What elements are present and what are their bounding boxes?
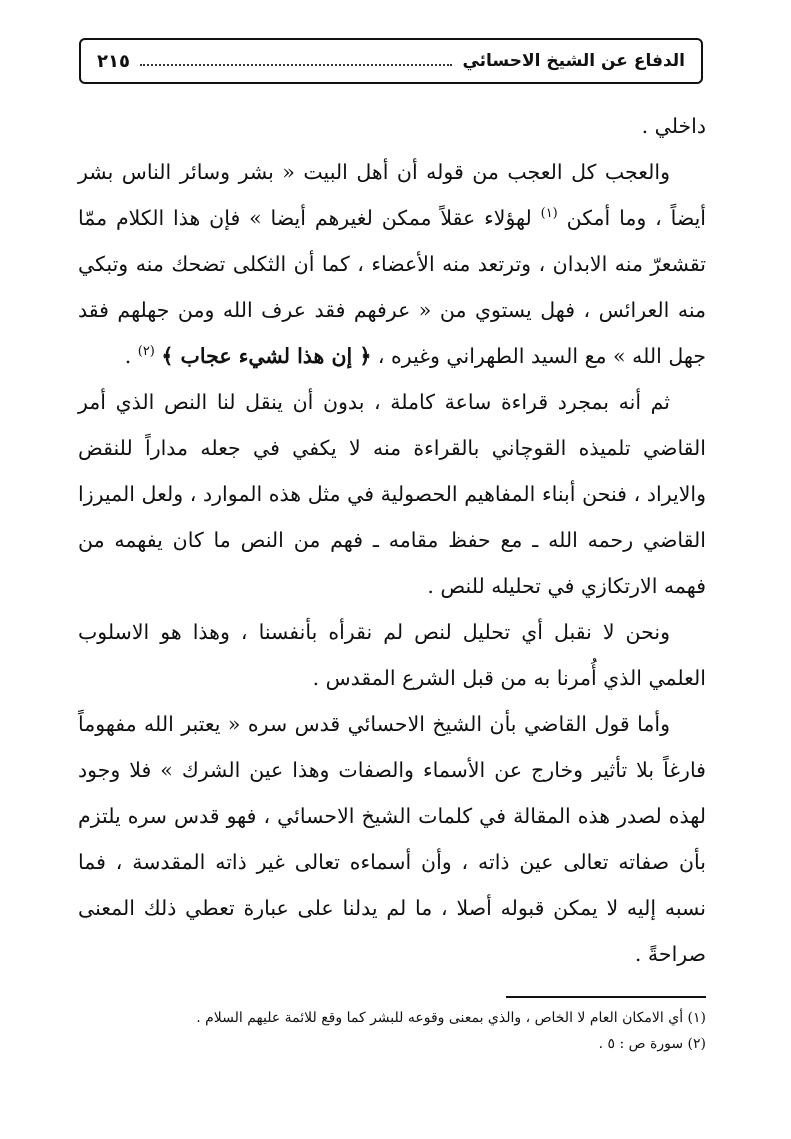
footnote: (٢) سورة ص : ٥ . bbox=[598, 1036, 706, 1052]
text-run: لهؤلاء عقلاً ممكن لغيرهم أيضا » فإن هذا الكلام ممّا تقشعرّ منه الابدان ، وترتعد منه الأعضاء ، كما أن الثكلى تضحك منه وتبكي منه العرائس ، فهل يستوي من « عرفهم فقد عرف الله ومن جهلهم فقد جهل الله » مع السيد الطهراني وغيره ، bbox=[78, 206, 706, 368]
paragraph bbox=[78, 149, 706, 379]
footnotes bbox=[78, 1005, 706, 1057]
text-run: والعجب كل العجب من قوله أن أهل البيت « بشر وسائر الناس بشر أيضاً ، وما أمكن bbox=[78, 160, 707, 230]
footnote-ref: (١) bbox=[540, 206, 558, 222]
footnote: (١) أي الامكان العام لا الخاص ، والذي بمعنى وقوعه للبشر كما وقع للائمة عليهم السلام . bbox=[196, 1010, 706, 1026]
body-text bbox=[78, 103, 706, 977]
running-header bbox=[79, 38, 703, 84]
header-title: الدفاع عن الشيخ الاحسائي bbox=[462, 51, 685, 71]
quran-quote: ﴿ إن هذا لشيء عجاب ﴾ bbox=[161, 344, 372, 368]
text-run: . bbox=[124, 344, 138, 368]
header-leader-dots bbox=[140, 64, 453, 66]
paragraph: ثم أنه بمجرد قراءة ساعة كاملة ، بدون أن ينقل لنا النص الذي أمر القاضي تلميذه القوچاني بالقراءة منه لا يكفي في جعله مداراً للنقض والايراد ، فنحن أبناء المفاهيم الحصولية في مثل هذه الموارد ، ولعل الميرزا القاضي رحمه الله ـ مع حفظ مقامه ـ فهم من النص ما كان يفهمه من فهمه الارتكازي في تحليله للنص . bbox=[78, 390, 706, 598]
paragraph: ونحن لا نقبل أي تحليل لنص لم نقرأه بأنفسنا ، وهذا هو الاسلوب العلمي الذي أُمرنا به من قبل الشرع المقدس . bbox=[78, 620, 706, 690]
paragraph: وأما قول القاضي بأن الشيخ الاحسائي قدس سره « يعتبر الله مفهوماً فارغاً بلا تأثير وخارج عن الأسماء والصفات وهذا عين الشرك » فلا وجود لهذه لصدر هذه المقالة في كلمات الشيخ الاحسائي ، فهو قدس سره يلتزم بأن صفاته تعالى عين ذاته ، وأن أسماءه تعالى غير ذاته المقدسة ، فما نسبه إليه لا يمكن قبوله أصلا ، ما لم يدلنا على عبارة تعطي ذلك المعنى صراحةً . bbox=[78, 712, 706, 966]
paragraph: داخلي . bbox=[641, 114, 706, 138]
footnote-ref: (٢) bbox=[137, 344, 155, 360]
footnote-separator bbox=[506, 996, 706, 998]
page-number: ٢١٥ bbox=[97, 50, 130, 72]
